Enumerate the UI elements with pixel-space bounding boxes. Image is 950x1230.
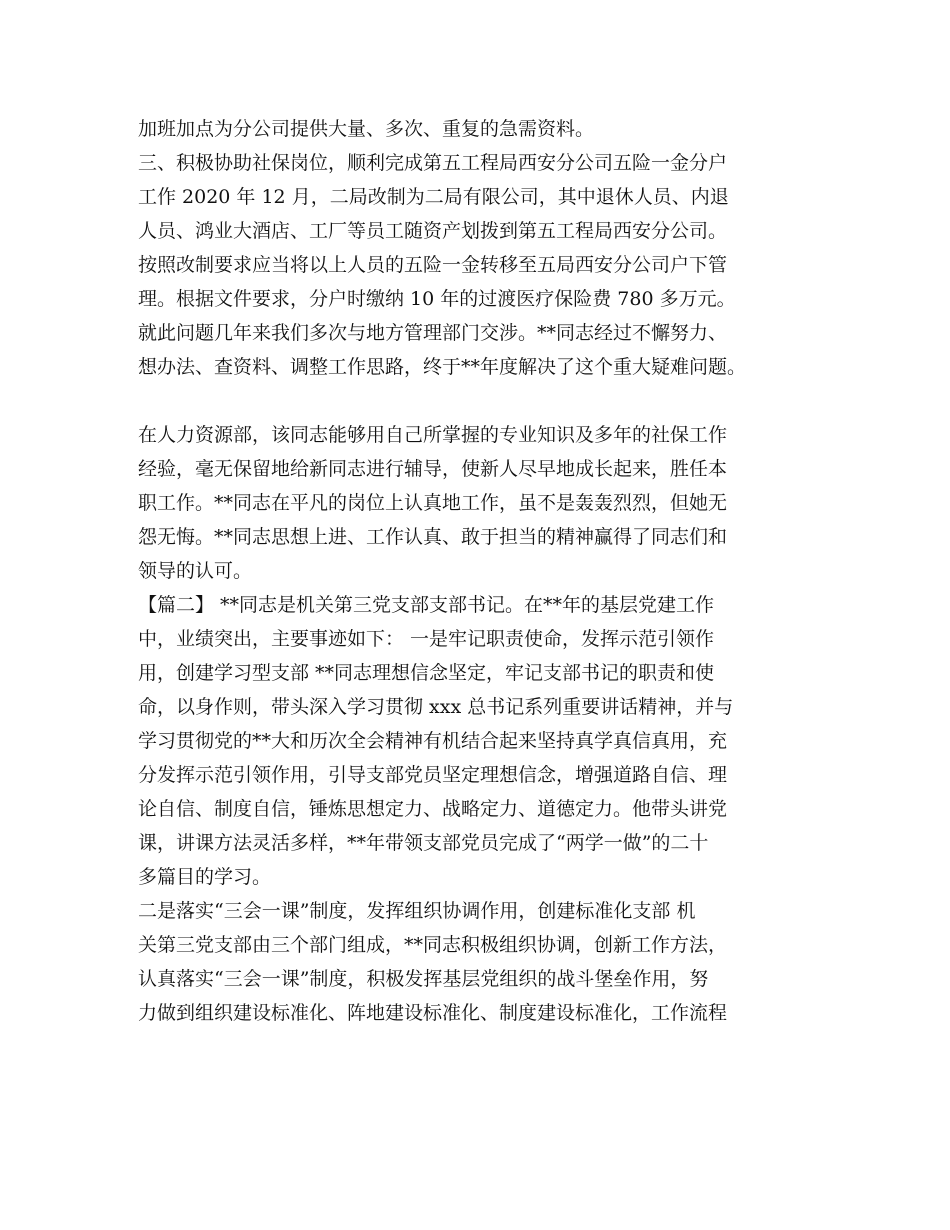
paragraph-part-two xyxy=(138,588,828,894)
text-line: 人员、鸿业大酒店、工厂等员工随资产划拨到第五工程局西安分公司。 xyxy=(138,220,728,242)
text-line: 【篇二】 **同志是机关第三党支部支部书记。在**年的基层党建工作 xyxy=(138,594,715,616)
text-line: 力做到组织建设标准化、阵地建设标准化、制度建设标准化，工作流程 xyxy=(138,1002,728,1024)
text-line: 论自信、制度自信，锤炼思想定力、战略定力、道德定力。他带头讲党 xyxy=(138,798,728,820)
document-body xyxy=(138,112,828,1030)
text-line: 学习贯彻党的**大和历次全会精神有机结合起来坚持真学真信真用，充 xyxy=(138,730,728,752)
paragraph-continuation xyxy=(138,112,828,146)
text-line: 课，讲课方法灵活多样，**年带领支部党员完成了“两学一做”的二十 xyxy=(138,832,709,854)
paragraph-hr-department xyxy=(138,418,828,588)
text-line: 领导的认可。 xyxy=(138,560,253,582)
text-line: 关第三党支部由三个部门组成，**同志积极组织协调，创新工作方法， xyxy=(138,934,728,956)
text-line: 想办法、查资料、调整工作思路，终于**年度解决了这个重大疑难问题。 xyxy=(138,356,747,378)
text-line: 经验，毫无保留地给新同志进行辅导，使新人尽早地成长起来，胜任本 xyxy=(138,458,728,480)
paragraph-gap xyxy=(138,384,828,418)
text-line: 职工作。**同志在平凡的岗位上认真地工作，虽不是轰轰烈烈，但她无 xyxy=(138,492,728,514)
text-line: 二是落实“三会一课”制度，发挥组织协调作用，创建标准化支部 机 xyxy=(138,900,696,922)
paragraph-section-three xyxy=(138,146,828,384)
text-line: 认真落实“三会一课”制度，积极发挥基层党组织的战斗堡垒作用，努 xyxy=(138,968,709,990)
text-line: 按照改制要求应当将以上人员的五险一金转移至五局西安分公司户下管 xyxy=(138,254,728,276)
text-line: 命，以身作则，带头深入学习贯彻 xxx 总书记系列重要讲话精神，并与 xyxy=(138,696,734,718)
text-line: 多篇目的学习。 xyxy=(138,866,272,888)
text-line: 加班加点为分公司提供大量、多次、重复的急需资料。 xyxy=(138,118,595,140)
text-line: 三、积极协助社保岗位，顺利完成第五工程局西安分公司五险一金分户 xyxy=(138,152,728,174)
text-line: 用，创建学习型支部 **同志理想信念坚定，牢记支部书记的职责和使 xyxy=(138,662,715,684)
paragraph-second-point xyxy=(138,894,828,1030)
text-line: 工作 2020 年 12 月，二局改制为二局有限公司，其中退休人员、内退 xyxy=(138,186,729,208)
text-line: 分发挥示范引领作用，引导支部党员坚定理想信念，增强道路自信、理 xyxy=(138,764,728,786)
text-line: 中，业绩突出，主要事迹如下： 一是牢记职责使命，发挥示范引领作 xyxy=(138,628,715,650)
text-line: 怨无悔。**同志思想上进、工作认真、敢于担当的精神赢得了同志们和 xyxy=(138,526,728,548)
text-line: 理。根据文件要求，分户时缴纳 10 年的过渡医疗保险费 780 多万元。 xyxy=(138,288,736,310)
text-line: 就此问题几年来我们多次与地方管理部门交涉。**同志经过不懈努力、 xyxy=(138,322,728,344)
text-line: 在人力资源部，该同志能够用自己所掌握的专业知识及多年的社保工作 xyxy=(138,424,728,446)
